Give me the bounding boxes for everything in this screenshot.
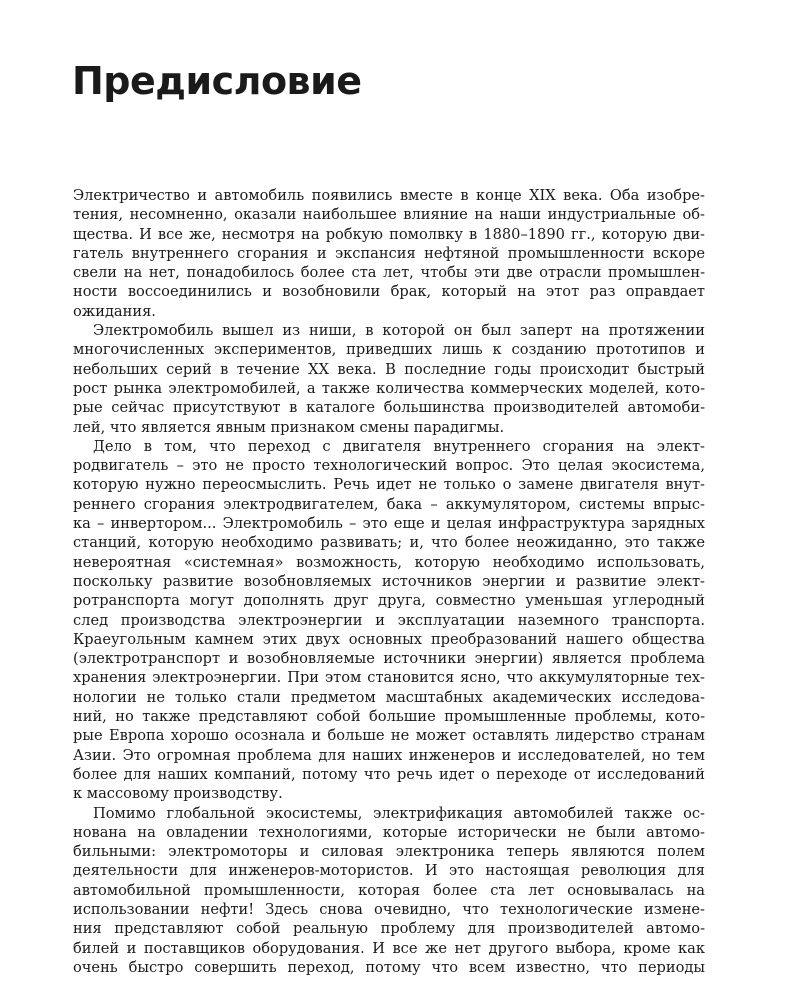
text-line: ности воссоединились и возобновили брак, который на этот раз оправдает	[73, 283, 705, 301]
text-line: небольших серий в течение XX века. В последние годы происходит быстрый	[73, 360, 705, 378]
text-line: рые сейчас присутствуют в каталоге большинства производителей автомоби-	[73, 399, 705, 417]
text-line: щества. И все же, несмотря на робкую помолвку в 1880–1890 гг., которую дви-	[73, 225, 705, 243]
text-line: Дело в том, что переход с двигателя внутреннего сгорания на элект-	[93, 437, 705, 455]
text-line: невероятная «системная» возможность, которую необходимо использовать,	[73, 553, 705, 571]
text-line: родвигатель – это не просто технологический вопрос. Это целая экосистема,	[73, 457, 705, 475]
paragraph-1	[73, 186, 705, 321]
text-line: Краеугольным камнем этих двух основных преобразований нашего общества	[73, 630, 705, 648]
body-text	[73, 186, 705, 977]
paragraph-4	[73, 804, 705, 978]
text-line: нологии не только стали предметом масштабных академических исследова-	[73, 688, 705, 706]
text-line: деятельности для инженеров-мотористов. И это настоящая революция для	[73, 862, 705, 880]
text-line: билей и поставщиков оборудования. И все же нет другого выбора, кроме как	[73, 939, 705, 957]
text-line: ожидания.	[73, 302, 156, 320]
text-line: более для наших компаний, потому что речь идет о переходе от исследований	[73, 765, 705, 783]
paragraph-3	[73, 437, 705, 804]
text-line: Помимо глобальной экосистемы, электрификация автомобилей также ос-	[93, 804, 705, 822]
text-line: лей, что является явным признаком смены парадигмы.	[73, 418, 505, 436]
text-line: ний, но также представляют собой большие промышленные проблемы, кото-	[73, 708, 705, 726]
text-line: бильными: электромоторы и силовая электроника теперь являются полем	[73, 843, 705, 861]
text-line: реннего сгорания электродвигателем, бака – аккумулятором, системы впрыс-	[73, 495, 705, 513]
text-line: Электромобиль вышел из ниши, в которой он был заперт на протяжении	[93, 322, 705, 340]
text-line: рые Европа хорошо осознала и больше не может оставлять лидерство странам	[73, 727, 705, 745]
text-line: Азии. Это огромная проблема для наших инженеров и исследователей, но тем	[73, 746, 705, 764]
text-line: станций, которую необходимо развивать; и, что более неожиданно, это также	[73, 534, 705, 552]
text-line: след производства электроэнергии и эксплуатации наземного транспорта.	[73, 611, 705, 629]
text-line: ротранспорта могут дополнять друг друга, совместно уменьшая углеродный	[73, 592, 705, 610]
text-line: автомобильной промышленности, которая более ста лет основывалась на	[73, 881, 705, 899]
text-line: гатель внутреннего сгорания и экспансия нефтяной промышленности вскоре	[73, 244, 705, 262]
paragraph-2	[73, 321, 705, 437]
text-line: Электричество и автомобиль появились вместе в конце XIX века. Оба изобре-	[73, 187, 705, 204]
text-line: очень быстро совершить переход, потому что всем известно, что периоды	[73, 958, 705, 976]
text-line: рост рынка электромобилей, а также количества коммерческих моделей, кото-	[73, 379, 705, 397]
text-line: к массовому производству.	[73, 785, 283, 803]
text-line: хранения электроэнергии. При этом становится ясно, что аккумуляторные тех-	[73, 669, 705, 687]
text-line: ния представляют собой реальную проблему для производителей автомо-	[73, 920, 705, 938]
text-line: которую нужно переосмыслить. Речь идет не только о замене двигателя внут-	[73, 476, 705, 494]
text-line: многочисленных экспериментов, приведших лишь к созданию прототипов и	[73, 341, 705, 359]
text-line: поскольку развитие возобновляемых источников энергии и развитие элект-	[73, 572, 705, 590]
text-line: использовании нефти! Здесь снова очевидно, что технологические измене-	[73, 900, 705, 918]
text-line: ка – инвертором... Электромобиль – это еще и целая инфраструктура зарядных	[73, 515, 705, 533]
text-line: свели на нет, понадобилось более ста лет, чтобы эти две отрасли промышлен-	[73, 264, 705, 282]
text-line: нована на овладении технологиями, которые исторически не были автомо-	[73, 823, 705, 841]
page-title: Предисловие	[72, 59, 362, 103]
text-line: тения, несомненно, оказали наибольшее влияние на наши индустриальные об-	[73, 206, 705, 224]
text-line: (электротранспорт и возобновляемые источники энергии) является проблема	[73, 650, 705, 668]
